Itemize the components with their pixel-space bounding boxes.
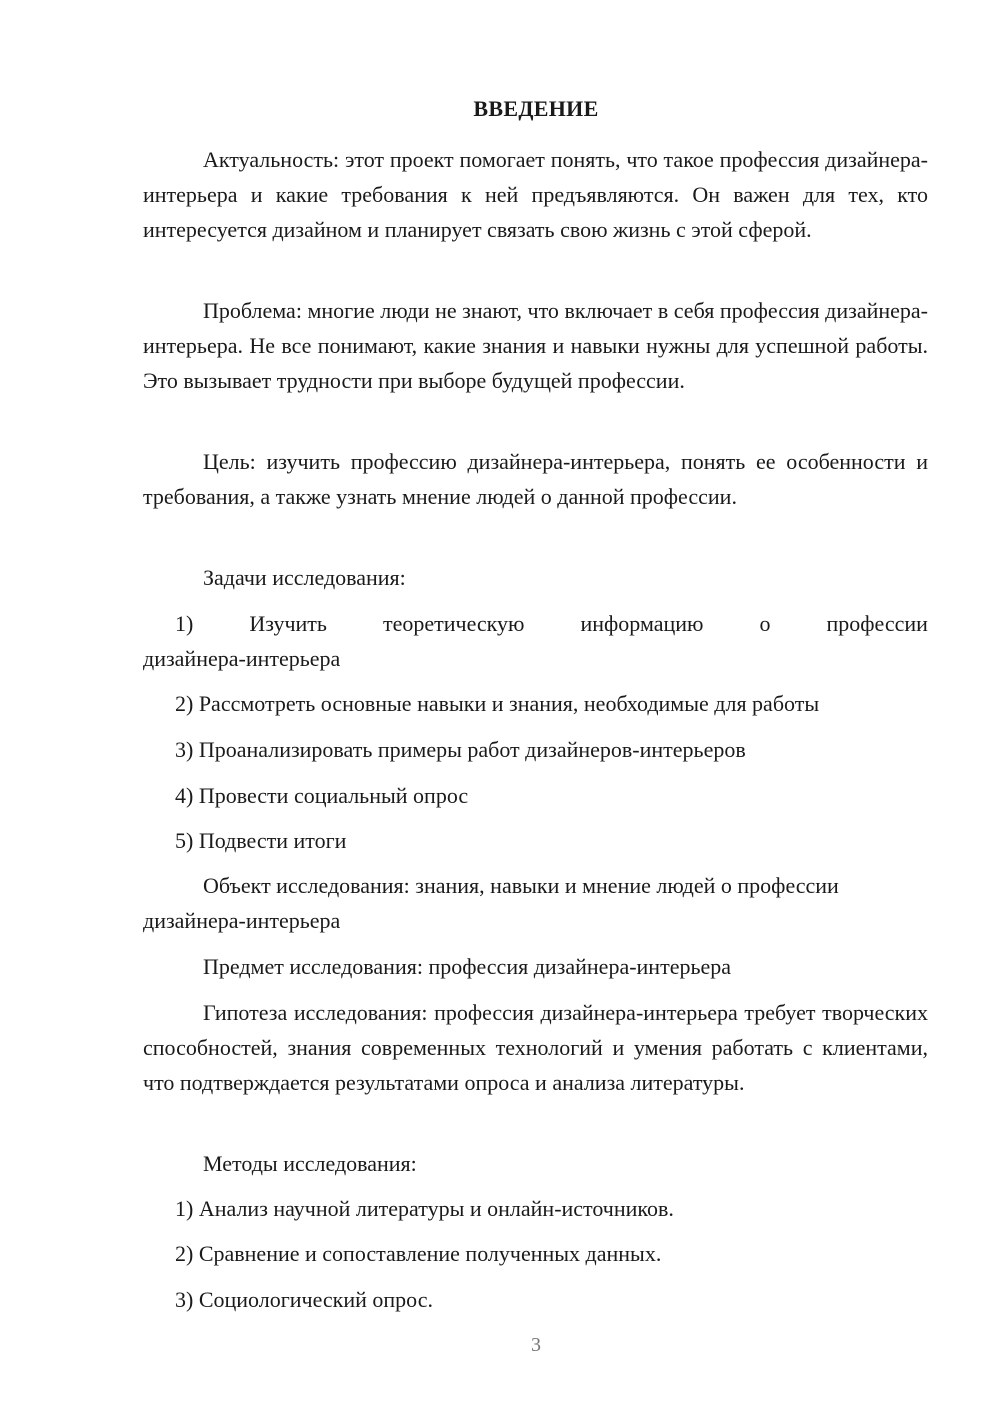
method-item-3: 3) Социологический опрос.	[175, 1287, 433, 1312]
paragraph-hypothesis	[143, 995, 928, 1100]
task1-word: информацию	[580, 611, 704, 636]
task1-word: о	[759, 611, 771, 636]
task1-word: теоретическую	[382, 611, 525, 636]
method-item-1: 1) Анализ научной литературы и онлайн-источников.	[175, 1196, 674, 1221]
methods-heading: Методы исследования:	[203, 1151, 417, 1176]
section-title: ВВЕДЕНИЕ	[473, 96, 599, 121]
hypothesis-text: Гипотеза исследования: профессия дизайнера-интерьера требует творческих способностей, знания современных технологий и умения работать с клиентами, что подтверждается результатами опроса и анализа литературы.	[143, 1000, 928, 1095]
paragraph-relevance	[143, 142, 928, 247]
task-item-4: 4) Провести социальный опрос	[175, 783, 469, 808]
problem-text: Проблема: многие люди не знают, что включает в себя профессия дизайнера-интерьера. Не все понимают, какие знания и навыки нужны для успешной работы. Это вызывает трудности при выборе будущей профессии.	[143, 298, 928, 393]
task1-word: профессии	[826, 611, 928, 636]
page-number: 3	[531, 1334, 541, 1356]
task1-word: Изучить	[249, 611, 327, 636]
subject-line: Предмет исследования: профессия дизайнера-интерьера	[203, 954, 732, 979]
method-item-2: 2) Сравнение и сопоставление полученных данных.	[175, 1241, 662, 1266]
task-item-2: 2) Рассмотреть основные навыки и знания, необходимые для работы	[175, 691, 820, 716]
object-line-continuation: дизайнера-интерьера	[143, 908, 341, 933]
task-item-3: 3) Проанализировать примеры работ дизайнеров-интерьеров	[175, 737, 746, 762]
object-line: Объект исследования: знания, навыки и мнение людей о профессии	[203, 873, 839, 898]
task-item-1-continuation: дизайнера-интерьера	[143, 646, 341, 671]
paragraph-problem	[143, 293, 928, 398]
paragraph-goal	[143, 444, 928, 514]
task-item-1	[175, 606, 928, 641]
goal-text: Цель: изучить профессию дизайнера-интерьера, понять ее особенности и требования, а также узнать мнение людей о данной профессии.	[143, 449, 928, 509]
tasks-heading: Задачи исследования:	[203, 565, 406, 590]
relevance-text: Актуальность: этот проект помогает понять, что такое профессия дизайнера-интерьера и какие требования к ней предъявляются. Он важен для тех, кто интересуется дизайном и планирует связать свою жизнь с этой сферой.	[143, 147, 928, 242]
task1-word: 1)	[175, 611, 194, 636]
task-item-5: 5) Подвести итоги	[175, 828, 347, 853]
